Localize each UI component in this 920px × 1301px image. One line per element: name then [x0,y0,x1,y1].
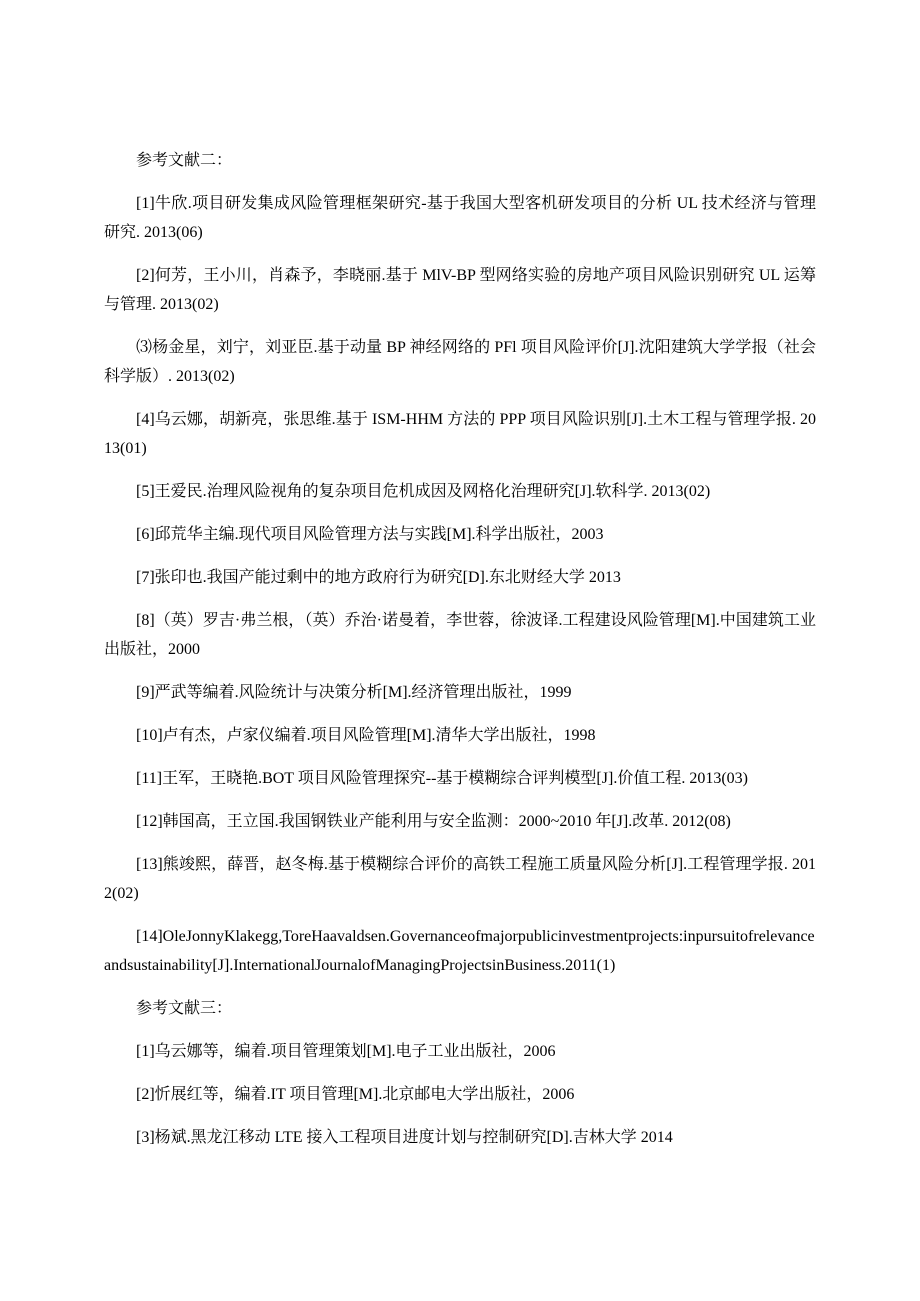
reference-item: [3]杨斌.黑龙江移动 LTE 接入工程项目进度计划与控制研究[D].吉林大学 2014 [136,1129,673,1146]
reference-item: [14]OleJonnyKlakegg,ToreHaavaldsen.Governanceofmajorpublicinvestmentprojects:inpursuitofrelevanceandsustainability[J].InternationalJournalofManagingProjectsinBusiness.2011(1) [104,928,815,974]
reference-item: [7]张印也.我国产能过剩中的地方政府行为研究[D].东北财经大学 2013 [136,569,621,586]
reference-item: ⑶杨金星，刘宁，刘亚臣.基于动量 BP 神经网络的 PFl 项目风险评价[J].沈阳建筑大学学报（社会科学版）. 2013(02) [104,339,816,385]
references-section-three [104,994,816,1152]
reference-item: [11]王军，王晓艳.BOT 项目风险管理探究--基于模糊综合评判模型[J].价值工程. 2013(03) [136,770,748,787]
reference-item: [2]忻展红等，编着.IT 项目管理[M].北京邮电大学出版社，2006 [136,1086,575,1103]
reference-item: [9]严武等编着.风险统计与决策分析[M].经济管理出版社，1999 [136,684,572,701]
section-heading: 参考文献三： [136,1000,233,1017]
reference-item: [4]乌云娜，胡新亮，张思维.基于 ISM-HHM 方法的 PPP 项目风险识别[J].土木工程与管理学报. 2013(01) [104,411,816,457]
reference-item: [12]韩国高，王立国.我国钢铁业产能利用与安全监测：2000~2010 年[J].改革. 2012(08) [136,813,731,830]
reference-item: [13]熊竣熙，薛晋，赵冬梅.基于模糊综合评价的高铁工程施工质量风险分析[J].工程管理学报. 2012(02) [104,856,816,902]
reference-item: [2]何芳，王小川，肖森予，李晓丽.基于 MlV-BP 型网络实验的房地产项目风险识别研究 UL 运筹与管理. 2013(02) [104,267,816,313]
section-heading: 参考文献二： [136,152,233,169]
reference-item: [1]牛欣.项目研发集成风险管理框架研究-基于我国大型客机研发项目的分析 UL 技术经济与管理研究. 2013(06) [104,195,816,241]
reference-item: [6]邱荒华主编.现代项目风险管理方法与实践[M].科学出版社，2003 [136,526,604,543]
reference-item: [8]（英）罗吉·弗兰根，（英）乔治·诺曼着，李世蓉，徐波译.工程建设风险管理[M].中国建筑工业出版社，2000 [104,612,816,658]
reference-item: [10]卢有杰，卢家仪编着.项目风险管理[M].清华大学出版社，1998 [136,727,596,744]
reference-item: [5]王爱民.治理风险视角的复杂项目危机成因及网格化治理研究[J].软科学. 2013(02) [136,483,711,500]
references-section-two [104,146,816,980]
reference-item: [1]乌云娜等，编着.项目管理策划[M].电子工业出版社，2006 [136,1043,556,1060]
